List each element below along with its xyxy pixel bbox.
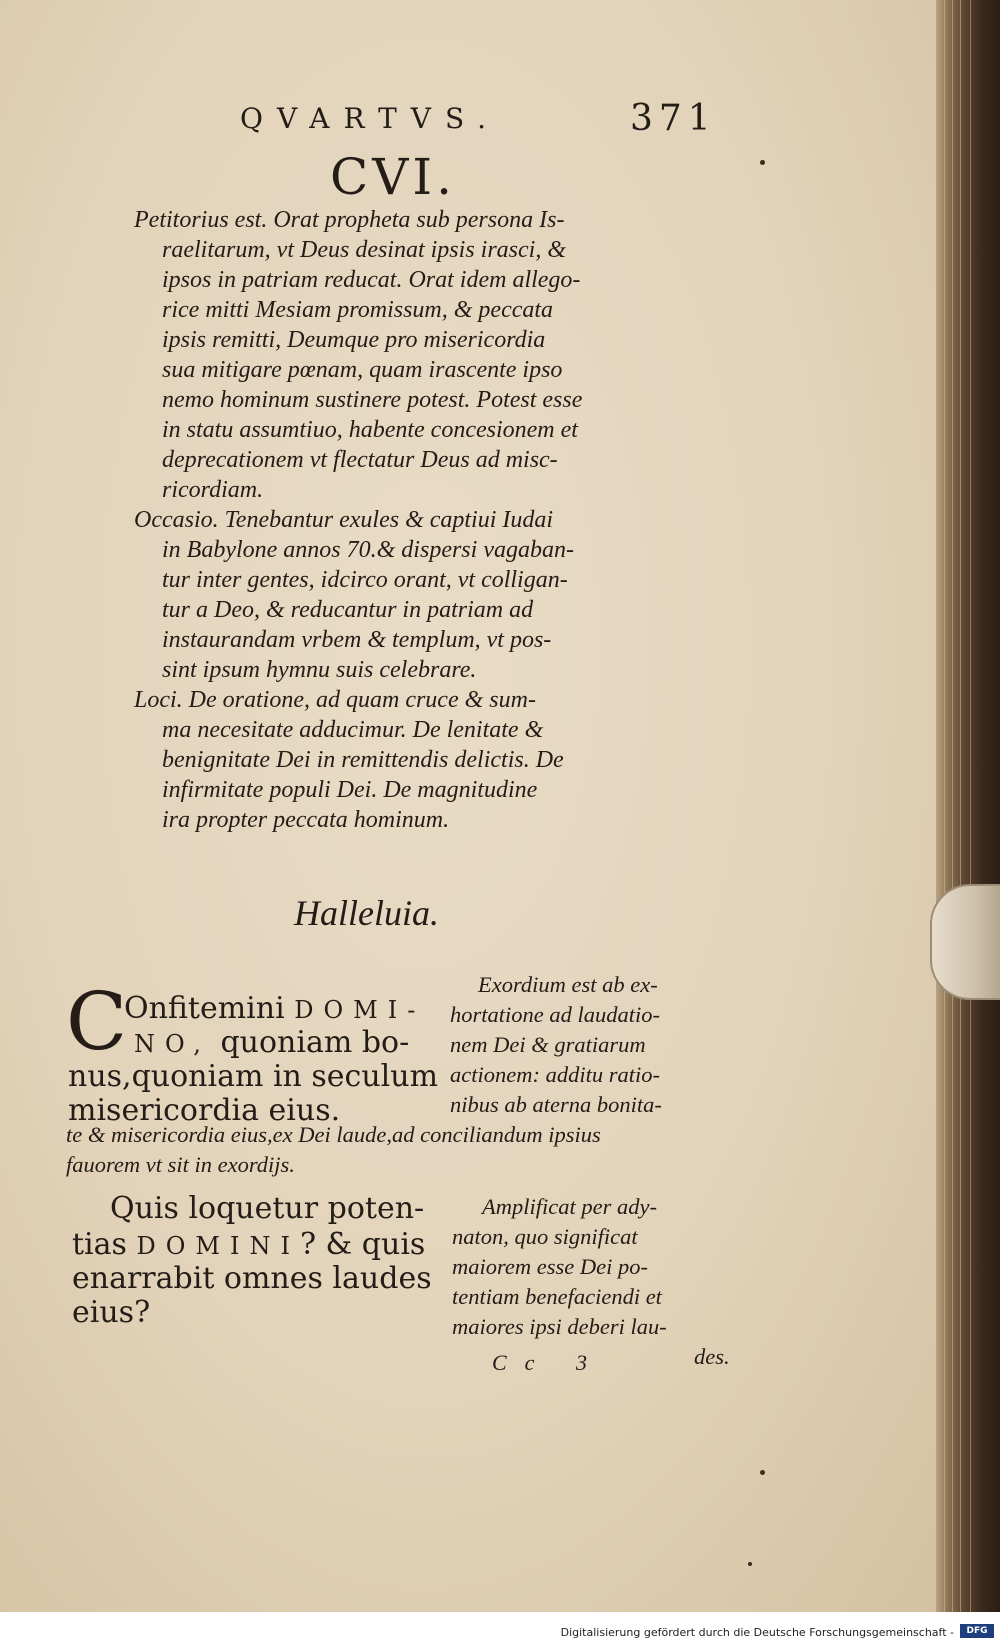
argument-line: tur inter gentes, idcirco orant, vt colligan-: [162, 567, 568, 593]
argument-line: benignitate Dei in remittendis delictis. De: [162, 747, 564, 773]
argument-line: in Babylone annos 70.& dispersi vagaban-: [162, 537, 574, 563]
note-line: tentiam benefaciendi et: [452, 1284, 662, 1309]
argument-line: sua mitigare pœnam, quam irascente ipso: [162, 357, 563, 383]
argument-line: ipsos in patriam reducat. Orat idem allego-: [162, 267, 581, 293]
argument-line: ipsis remitti, Deumque pro misericordia: [162, 327, 546, 353]
verse-text: tias: [72, 1227, 127, 1262]
argument-line: infirmitate populi Dei. De magnitudine: [162, 777, 538, 803]
divine-name: NO,: [134, 1030, 211, 1058]
verse-line: misericordia eius.: [68, 1093, 341, 1128]
note-line: maiorem esse Dei po-: [452, 1254, 648, 1279]
divine-name: DOMINI: [136, 1232, 300, 1260]
note-line: nem Dei & gratiarum: [450, 1032, 646, 1057]
verse-line: [72, 1228, 425, 1263]
note-line: te & misericordia eius,ex Dei laude,ad conciliandum ipsius: [66, 1122, 601, 1147]
ink-speck: [748, 1562, 752, 1566]
verse-line: enarrabit omnes laudes: [72, 1261, 432, 1296]
book-clamp: [930, 884, 1000, 1000]
argument-line: ira propter peccata hominum.: [162, 807, 450, 833]
dfg-logo: DFG: [960, 1624, 994, 1638]
verse-line: eius?: [72, 1295, 151, 1330]
verse-text: quoniam bo-: [220, 1025, 410, 1060]
footer-bar: [0, 1612, 1000, 1646]
argument-line: raelitarum, vt Deus desinat ipsis irasci, &: [162, 237, 566, 263]
note-line: Exordium est ab ex-: [478, 972, 658, 997]
argument-line: Petitorius est. Orat propheta sub persona Is-: [134, 207, 565, 233]
argument-line: rice mitti Mesiam promissum, & peccata: [162, 297, 554, 323]
argument-line: nemo hominum sustinere potest. Potest esse: [162, 387, 583, 413]
verse-line: Quis loquetur poten-: [110, 1191, 425, 1226]
page-edge: [936, 0, 1000, 1612]
note-line: nibus ab aterna bonita-: [450, 1092, 662, 1117]
argument-line: instaurandam vrbem & templum, vt pos-: [162, 627, 552, 653]
verse-line: nus,quoniam in seculum: [68, 1059, 439, 1094]
note-line: maiores ipsi deberi lau-: [452, 1314, 667, 1339]
verse-line: [124, 992, 425, 1027]
argument-line: Loci. De oratione, ad quam cruce & sum-: [134, 687, 536, 713]
note-line: naton, quo significat: [452, 1224, 638, 1249]
argument-line: deprecationem vt flectatur Deus ad misc-: [162, 447, 558, 473]
ink-speck: [760, 1470, 765, 1475]
argument-line: ricordiam.: [162, 477, 264, 503]
signature-mark: Cc 3: [492, 1350, 605, 1375]
argument-line: Occasio. Tenebantur exules & captiui Iudai: [134, 507, 554, 533]
verse-text: Onfitemini: [124, 991, 285, 1026]
catchword: des.: [694, 1344, 730, 1369]
section-title: Halleluia.: [294, 893, 439, 933]
argument-line: tur a Deo, & reducantur in patriam ad: [162, 597, 534, 623]
psalm-number: CVI.: [330, 148, 457, 206]
drop-capital: C: [66, 975, 128, 1068]
divine-name: DOMI-: [294, 996, 426, 1024]
footer-credit: Digitalisierung gefördert durch die Deutsche Forschungsgemeinschaft -: [560, 1626, 954, 1639]
verse-line: [134, 1026, 409, 1061]
note-line: hortatione ad laudatio-: [450, 1002, 660, 1027]
argument-line: ma necesitate adducimur. De lenitate &: [162, 717, 544, 743]
running-head: QVARTVS.: [240, 102, 501, 135]
verse-text: ? & quis: [299, 1227, 426, 1262]
page-number: 371: [630, 98, 717, 139]
argument-line: in statu assumtiuo, habente concesionem et: [162, 417, 578, 443]
note-line: actionem: additu ratio-: [450, 1062, 660, 1087]
ink-speck: [760, 160, 765, 165]
argument-line: sint ipsum hymnu suis celebrare.: [162, 657, 477, 683]
note-line: fauorem vt sit in exordijs.: [66, 1152, 295, 1177]
note-line: Amplificat per ady-: [482, 1194, 657, 1219]
